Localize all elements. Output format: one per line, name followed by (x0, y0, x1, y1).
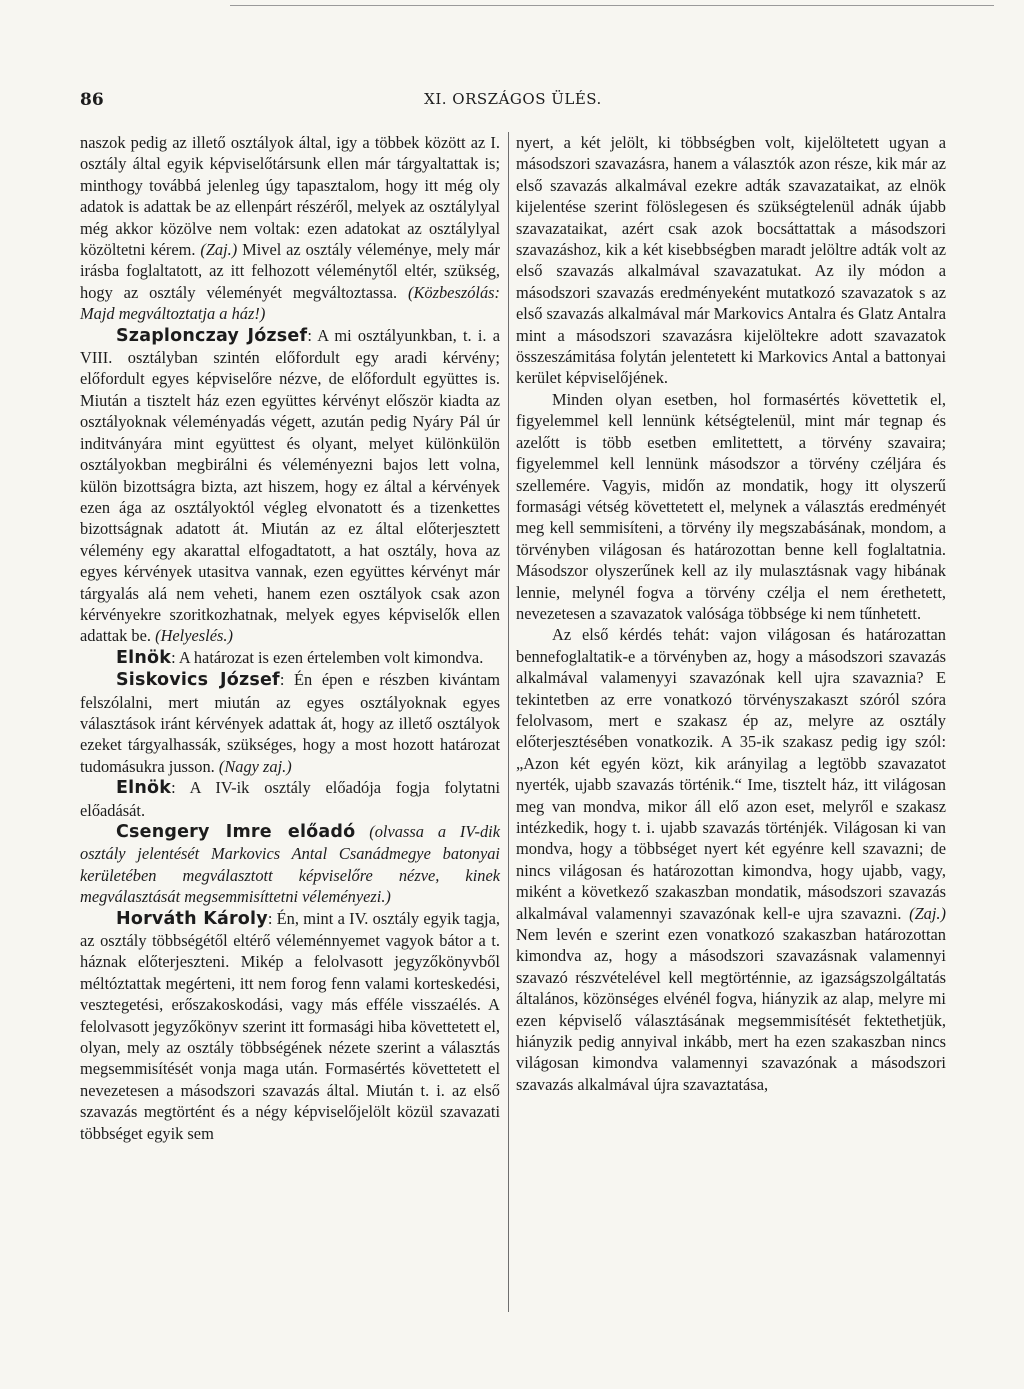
text-run: Nem levén e szerint ezen vonatkozó szakaszban határozottan kimondva az, hogy a másodszori szavazásnak valamennyi szavazó részvételével kell megtörténnie, az igazságszolgáltatás általános, közönséges elvénél fogva, hiányzik az alap, melyre mi ezen képviselő választásának megsemmisítését fektethetjük, hiányzik pedig annyival inkább, mert ha ezen szakaszban nincs világosan kimondva valamennyi szavazónak a másodszori szavazás alkalmával újra szavaztatása, (516, 925, 946, 1094)
speech-text: : Én, mint a IV. osztály egyik tagja, az osztály többségétől eltérő véleménnyemet vagyok bátor a t. háznak előterjeszteni. Mikép a felolvasott jegyzőkönyvből méltóztattak megérteni, itt nem forog fenn valami korteskedési, vesztegetési, erőszakoskodási, vagy más efféle visszaélés. A felolvasott jegyzőkönyv szerint itt formasági hiba követtetett el, olyan, mely az osztály többségének nézete szerint a választás megsemmisítését vonja maga után. Formasértés követtetett el nevezetesen a másodszori szavazás által. Miután t. i. az első szavazás megtörtént és a négy képviselőjelölt közül szavazati többséget egyik sem (80, 908, 500, 1143)
left-column (80, 132, 500, 1144)
speech-szaplonczay (80, 325, 500, 647)
interjection: (Nagy zaj.) (218, 756, 292, 776)
running-title: XI. ORSZÁGOS ÜLÉS. (424, 90, 602, 108)
speech-text: : Én épen e részben kivántam felszólalni, mert miután az egyes osztályoknak egyes választások iránt kérvények adattak át, hogy az illető osztályok ezeket tárgyalhassák, szükséges, hogy a most hozott határozat tudomásukra jusson. (80, 670, 500, 776)
page-number: 86 (80, 90, 104, 110)
page-header (80, 90, 946, 114)
interjection: (Helyeslés.) (155, 626, 233, 646)
speaker-name: Horváth Károly (116, 908, 268, 929)
interjection: (Zaj.) (200, 240, 238, 260)
paragraph: Minden olyan esetben, hol formasértés követtetik el, figyelemmel kell lennünk kétségtelenül, mint már tegnap és azelőtt is több esetben emlitettett, a törvény szavaira; figyelemmel kell lennünk másodszor a törvény czéljára és szellemére. Vagyis, midőn az mondatik, hogy itt olyszerű formasági vétség követtetett el, melynek a választás eredményét meg kell semmisíteni, a törvény ily megszabásának, mondom, a törvényben világosan és határozottan benne kell foglaltatnia. Másodszor olyszerűnek kell az ily mulasztásnak vagy hibának lennie, melynél fogva a törvény czélja el nem érethetett, nevezetesen a szavazatok valósága többsége ki nem tűnhetett. (516, 389, 946, 623)
right-column (516, 132, 946, 1095)
top-scan-rule (230, 5, 994, 6)
speaker-name: Siskovics József (116, 670, 280, 691)
speech-text: : A IV-ik osztály előadója fogja folytatni előadását. (80, 778, 500, 820)
speech-elnok-2 (80, 777, 500, 821)
paragraph (516, 624, 946, 1095)
paragraph-continuation: nyert, a két jelölt, ki többségben volt, kijelöltetett ugyan a másodszori szavazásra, hanem a választók azon része, kik már az első szavazás alkalmával ezekre adták szavazataikat, az elnök kijelentése szerint fölöslegesen és szükségtelenül adnák újabb szavazataikat, azért csak azok bocsáttattak a másodszori szavazáshoz, kik a két kisebbségben maradt jelöltre adták volt az első szavazás alkalmával szavazatukat. Az ily módon a másodszori szavazás eredményeként mutatkozó szavazatok s az első szavazás alkalmával már Markovics Antalra és Glatz Antalra mint a másodszori szavazásra kijelöltekre adott szavazatok összeszámitása folytán jelentetett ki Markovics Antal a battonyai kerület képviselőjének. (516, 133, 946, 388)
text-run: Mivel az osztály véleménye, mely már irásba foglaltatott, az itt felhozott véleménytől eltér, szükség, hogy az osztály véleményét megváltoztassa. (80, 240, 500, 302)
column-divider (508, 132, 509, 1312)
speech-text: : A határozat is ezen értelemben volt kimondva. (171, 647, 484, 667)
stage-note: (olvassa a IV-dik osztály jelentését Markovics Antal Csanádmegye batonyai kerületében megválasztott képviselőre nézve, kinek megválasztását megsemmisíttetni véleményezi.) (80, 822, 500, 907)
interjection: (Közbeszólás: Majd megváltoztatja a ház!) (80, 282, 500, 324)
paragraph-continuation (80, 132, 500, 325)
interjection: (Zaj.) (909, 903, 946, 923)
speech-elnok (80, 647, 500, 669)
speech-horvath (80, 908, 500, 1144)
speech-siskovics (80, 669, 500, 777)
speaker-name: Csengery Imre előadó (116, 822, 356, 842)
speech-csengery (80, 821, 500, 908)
speaker-name: Elnök (116, 778, 172, 799)
speaker-name: Elnök (116, 647, 172, 668)
speech-text: : A mi osztályunkban, t. i. a VIII. osztályban szintén előfordult egy aradi kérvény; előfordult egyes képviselőre nézve, de előfordult együttes is. Miután a tisztelt ház ezen együttes kérvényt először kiadta az osztályoknak véleményadás végett, azután pedig Nyáry Pál úr inditványára mint együttest és olyant, melyet különkülön osztályokban megbirálni és véleményezni bajos lett volna, külön bizottságra bizta, azt hiszem, hogy ez által a kérvények ezen ága az osztályoktól végleg elvonatott és a tizenkettes bizottságnak adatott át. Miután az ez által előterjesztett vélemény egy akarattal elfogadtatott, a hat osztály, hova az egyes kérvények utasitva vannak, ezen együttes kérvényt már tárgyalás alá nem veheti, hanem ezen osztályok csak azon kérvényekre szoritkozhatnak, melyek egyes képviselők ellen adattak be. (80, 325, 501, 646)
text-run: Az első kérdés tehát: vajon világosan és határozattan bennefoglaltatik-e a törvényben az, hogy a másodszori szavazás alkalmával valamenyyi szavazónak kell ujra szavaznia? E tekintetben az erre vonatkozó törvényszakaszt szóról szóra felolvasom, mert e szakasz ép az, melyre az osztály előterjesztésében vonatkozik. A 35-ik szakasz pedig igy szól: „Azon két egyén közt, kik arányilag a legtöbb szavazatot nyerték, ujabb szavazás történik.“ Ime, tisztelt ház, itt világosan meg van mondva, mikor áll elő azon eset, melyről e szakasz intézkedik, hogy t. i. ujabb szavazás történjék. Világosan ki van mondva, hogy a többséget nyert két egyénre kell szavazni; de nincs világosan és határozottan kimondva, hogy ujabb, vagy, miként a következő szakaszban mondatik, másodszori szavazás alkalmával valamennyi szavazónak kell-e ujra szavazni. (516, 625, 946, 923)
speaker-name: Szaplonczay József (116, 325, 308, 346)
text-run: naszok pedig az illető osztályok által, igy a többek között az I. osztály által egyik képviselőtársunk ellen már tárgyaltattak is; minthogy továbbá jelenleg úgy tapasztalom, hogy itt még oly adatok is adattak be az ellenpárt részéről, melyek az osztálylyal még akkor közölve nem voltak: ezen adatokat az osztálylyal közöltetni kérem. (80, 133, 500, 260)
